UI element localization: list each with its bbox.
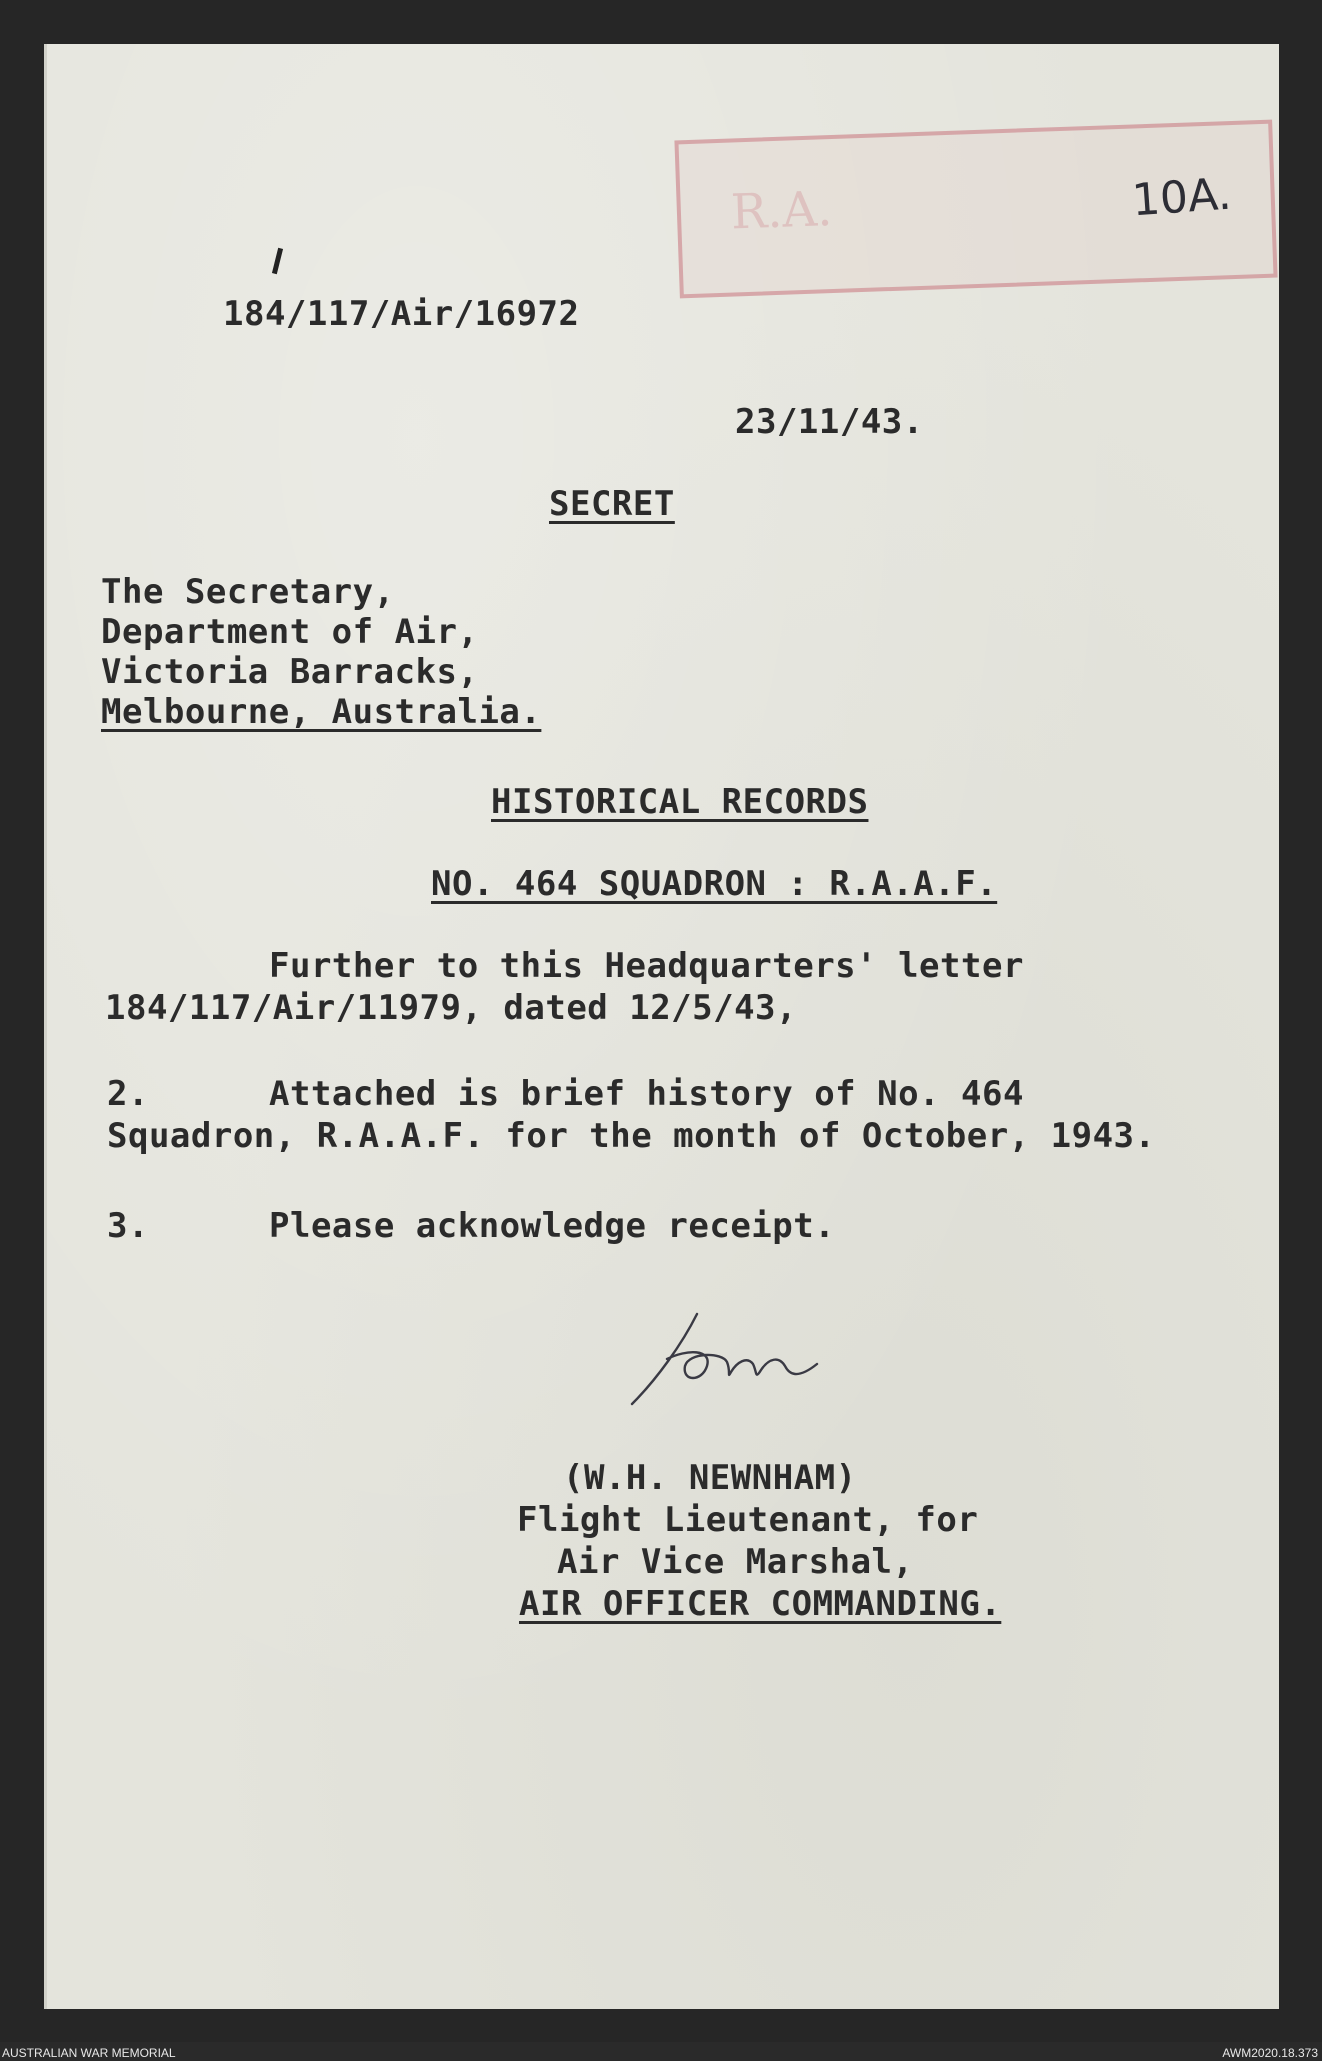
signatory-office: AIR OFFICER COMMANDING. [519, 1584, 1002, 1624]
signatory-name: (W.H. NEWNHAM) [563, 1458, 857, 1498]
stamp-faded-mark: R.A. [729, 181, 834, 241]
addressee-line-2: Department of Air, [101, 612, 479, 652]
paragraph-2-line-2: Squadron, R.A.A.F. for the month of October, 1943. [107, 1116, 1156, 1156]
classification-heading: SECRET [549, 484, 675, 524]
paragraph-3-line-1: Please acknowledge receipt. [269, 1206, 836, 1246]
paragraph-1-line-2: 184/117/Air/11979, dated 12/5/43, [105, 988, 798, 1028]
addressee-line-4: Melbourne, Australia. [101, 692, 542, 732]
addressee-line-3: Victoria Barracks, [101, 652, 479, 692]
footer-item-id: AWM2020.18.373 [1222, 2046, 1318, 2060]
letter-date: 23/11/43. [735, 402, 924, 442]
reference-number: 184/117/Air/16972 [223, 294, 580, 334]
paragraph-2-line-1: Attached is brief history of No. 464 [269, 1074, 1024, 1114]
signatory-rank: Flight Lieutenant, for [517, 1500, 979, 1540]
paragraph-2-number: 2. [107, 1074, 149, 1114]
footer-archive-name: AUSTRALIAN WAR MEMORIAL [2, 2046, 176, 2060]
paragraph-3-number: 3. [107, 1206, 149, 1246]
document-page [44, 44, 1279, 2009]
subject-line-2: NO. 464 SQUADRON : R.A.A.F. [431, 864, 998, 904]
addressee-line-1: The Secretary, [101, 572, 395, 612]
signatory-title: Air Vice Marshal, [557, 1542, 914, 1582]
tick-mark [272, 248, 283, 274]
handwritten-signature [627, 1304, 847, 1414]
paragraph-1-line-1: Further to this Headquarters' letter [269, 946, 1024, 986]
subject-line-1: HISTORICAL RECORDS [491, 782, 869, 822]
folio-number: 10A. [1130, 168, 1233, 227]
